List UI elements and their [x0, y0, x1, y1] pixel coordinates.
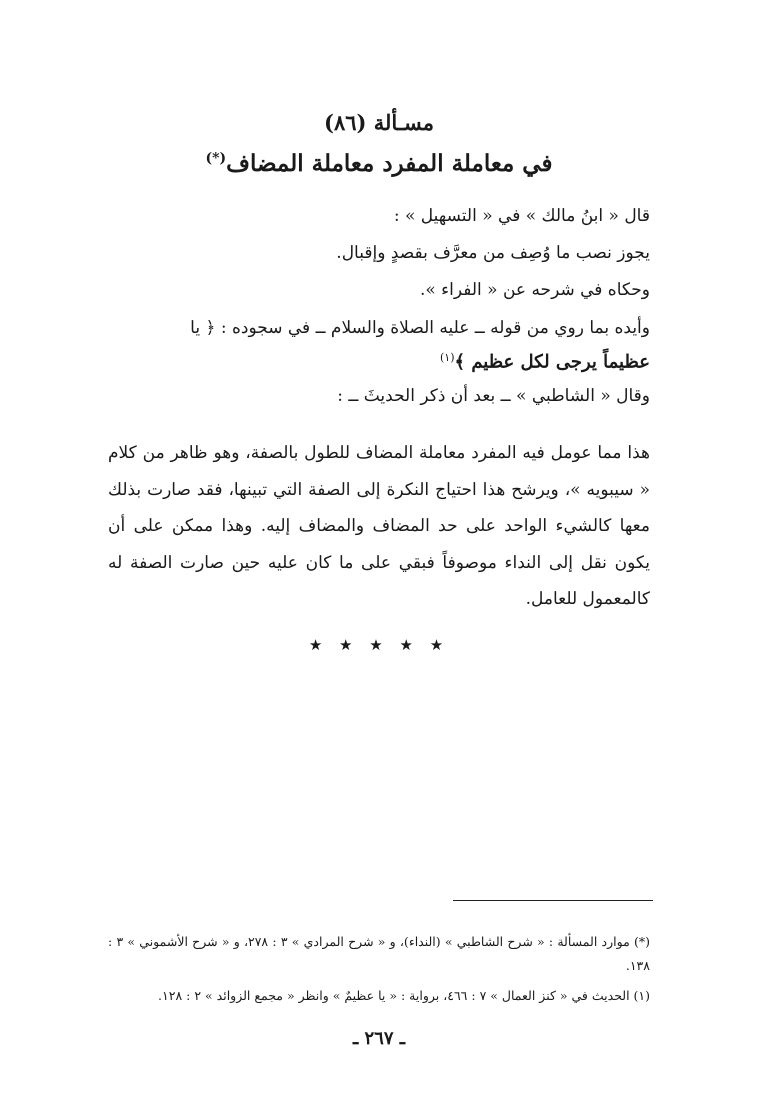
body-line-2: يجوز نصب ما وُصِف من معرَّف بقصدٍ وإقبال. [336, 243, 650, 263]
body-paragraph: هذا مما عومل فيه المفرد معاملة المضاف للطول بالصفة، وهو ظاهر من كلام « سيبويه »، ويرشح هذا احتياج النكرة إلى الصفة التي تبينها، فقد صارت بذلك معها كالشيء الواحد على حد المضاف والمضاف إليه. وهذا ممكن على أن يكون نقل إلى النداء موصوفاً فبقي على ما كان عليه حين صارت الصفة له كالمعمول للعامل. [108, 443, 650, 609]
section-separator: ★ ★ ★ ★ ★ [308, 636, 450, 654]
body-line-4: وأيده بما روي من قوله ــ عليه الصلاة والسلام ــ في سجوده : ﴿ يا [190, 318, 650, 338]
footnote-1: (*) موارد المسألة : « شرح الشاطبي » (النداء)، و « شرح المرادي » ٣ : ٢٧٨، و « شرح الأشموني » ٣ : ١٣٨. [108, 934, 651, 973]
body-line-1: قال « ابنُ مالك » في « التسهيل » : [393, 206, 650, 226]
body-line-5 [440, 351, 650, 373]
body-line-6: وقال « الشاطبي » ــ بعد أن ذكر الحديثَ ــ : [337, 386, 650, 406]
question-title: مسـألة (٨٦) [324, 110, 434, 135]
hadith-quote: عظيماً يرجى لكل عظيم ﴾ [454, 351, 650, 373]
footnote-divider [453, 900, 653, 901]
subtitle-footnote-mark: (*) [205, 150, 227, 167]
footnote-ref-1: (١) [439, 351, 455, 364]
body-line-3: وحكاه في شرحه عن « الفراء ». [419, 280, 650, 300]
subtitle-text: في معاملة المفرد معاملة المضاف [226, 150, 553, 177]
footnote-2: (١) الحديث في « كنز العمال » ٧ : ٤٦٦، برواية : « يا عظيمٌ » وانظر « مجمع الزوائد » ٢ : ١٢٨. [158, 988, 650, 1003]
question-subtitle [0, 150, 758, 177]
page-number: ـ ٢٦٧ ـ [352, 1028, 406, 1049]
